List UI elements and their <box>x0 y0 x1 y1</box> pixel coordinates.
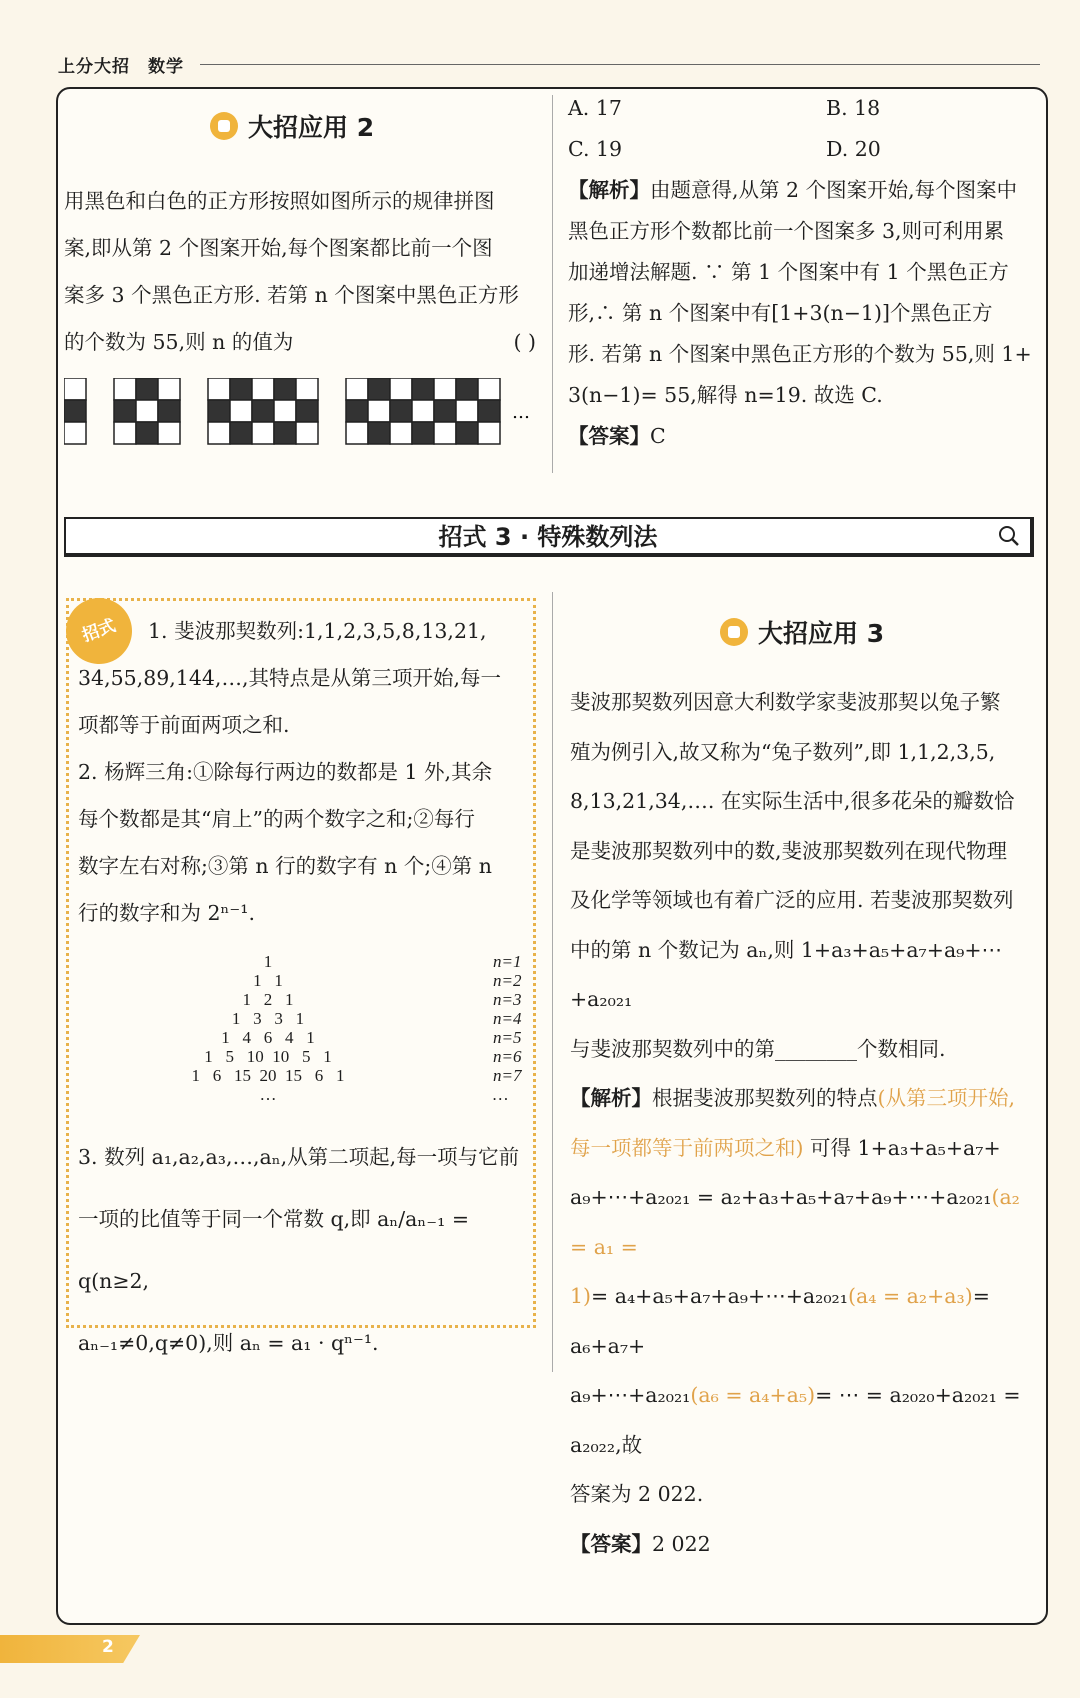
method-line: 行的数字和为 2ⁿ⁻¹. <box>78 901 255 925</box>
question-line: 8,13,21,34,…. 在实际生活中,很多花朵的瓣数恰 <box>570 789 1015 813</box>
running-header <box>58 52 202 77</box>
pattern-square <box>456 400 478 422</box>
method-line: 1. 斐波那契数列:1,1,2,3,5,8,13,21, <box>148 619 487 643</box>
option-c: C. 19 <box>568 137 623 161</box>
pattern-square <box>368 378 390 400</box>
triangle-row: 1 <box>263 952 273 971</box>
analysis-block <box>568 170 1038 457</box>
question-line: 斐波那契数列因意大利数学家斐波那契以兔子繁 <box>570 690 1001 714</box>
pattern-square <box>208 422 230 444</box>
pattern-square <box>136 400 158 422</box>
method-line: 2. 杨辉三角:①除每行两边的数都是 1 外,其余 <box>78 760 493 784</box>
pattern-square <box>456 422 478 444</box>
page-number: 2 <box>102 1637 114 1657</box>
question-line: 用黑色和白色的正方形按照如图所示的规律拼图 <box>64 189 495 213</box>
triangle-row-label: … <box>493 1085 509 1104</box>
app2-title <box>210 108 374 144</box>
analysis-text: = a₆+a₇+ <box>570 1284 990 1358</box>
pattern-square <box>230 422 252 444</box>
analysis-text: = ⋯ = a₂₀₂₀+a₂₀₂₁ = a₂₀₂₂,故 <box>570 1383 1021 1457</box>
answer-label: 【答案】 <box>568 424 650 448</box>
pattern-square <box>274 400 296 422</box>
triangle-row: 1 3 3 1 <box>231 1009 305 1028</box>
method-line: aₙ₋₁≠0,q≠0),则 aₙ = a₁ · qⁿ⁻¹. <box>78 1331 379 1355</box>
pattern-square <box>412 400 434 422</box>
triangle-row: 1 4 6 4 1 <box>221 1028 315 1047</box>
app2-options <box>568 88 1038 457</box>
pattern-square <box>158 378 180 400</box>
pattern-square <box>252 378 274 400</box>
question-line: 与斐波那契数列中的第________个数相同. <box>570 1036 946 1061</box>
pattern-square <box>274 378 296 400</box>
column-divider <box>552 95 553 473</box>
analysis-block <box>570 1074 1040 1569</box>
pattern-square <box>296 400 318 422</box>
triangle-row-label: n=3 <box>493 990 522 1009</box>
triangle-row: 1 6 15 20 15 6 1 <box>191 1066 345 1085</box>
method-badge: 招式 <box>57 589 142 674</box>
pattern-square <box>346 400 368 422</box>
app3-question <box>570 678 1040 1569</box>
pascal-triangle <box>88 952 538 1122</box>
app3-title <box>720 614 884 650</box>
pattern-square <box>274 422 296 444</box>
pattern-square <box>412 422 434 444</box>
analysis-text: 答案为 2 022. <box>570 1482 704 1506</box>
pattern-square <box>208 378 230 400</box>
pattern-square <box>434 400 456 422</box>
analysis-line: 黑色正方形个数都比前一个图案多 3,则可利用累 <box>568 219 1005 243</box>
subject-title: 数学 <box>148 57 184 77</box>
pattern-4 <box>346 378 500 444</box>
triangle-row-label: n=7 <box>493 1066 522 1085</box>
analysis-text: 可得 1+a₃+a₅+a₇+ <box>810 1135 1001 1160</box>
pattern-square <box>296 422 318 444</box>
triangle-row-label: n=4 <box>493 1009 522 1028</box>
option-b: B. 18 <box>826 96 881 120</box>
pattern-square <box>456 378 478 400</box>
pattern-square <box>346 378 368 400</box>
app2-title-text: 大招应用 2 <box>248 113 375 142</box>
pattern-2 <box>114 378 180 444</box>
banner-title: 招式 3 · 特殊数列法 <box>438 523 658 551</box>
question-line <box>64 319 544 366</box>
analysis-line: 形. 若第 n 个图案中黑色正方形的个数为 55,则 1+ <box>568 342 1032 366</box>
question-line-text: 的个数为 55,则 n 的值为 <box>64 330 294 354</box>
method-line: 每个数都是其“肩上”的两个数字之和;②每行 <box>78 807 475 831</box>
section-banner <box>64 517 1034 557</box>
option-d: D. 20 <box>826 137 881 161</box>
analysis-label: 【解析】 <box>568 178 650 202</box>
triangle-row: 1 2 1 <box>242 990 294 1009</box>
method-line: 一项的比值等于同一个常数 q,即 aₙ/aₙ₋₁ = q(n≥2, <box>78 1207 469 1293</box>
analysis-text: a₉+⋯+a₂₀₂₁ = a₂+a₃+a₅+a₇+a₉+⋯+a₂₀₂₁ <box>570 1185 992 1209</box>
triangle-row: … <box>259 1085 277 1104</box>
pattern-square <box>230 400 252 422</box>
header-rule <box>200 64 1040 65</box>
pattern-square <box>252 400 274 422</box>
pattern-square <box>478 400 500 422</box>
triangle-row-label: n=6 <box>493 1047 522 1066</box>
analysis-hint: (a₆ = a₄+a₅) <box>690 1383 816 1407</box>
answer-value: C <box>650 424 666 448</box>
analysis-hint: (a₄ = a₂+a₃) <box>847 1284 973 1308</box>
method-item3 <box>78 1126 528 1374</box>
page-tab <box>0 1635 140 1663</box>
option-a: A. 17 <box>568 96 622 120</box>
pattern-ellipsis: … <box>512 402 530 423</box>
analysis-hint: 1) <box>570 1284 592 1308</box>
pattern-square <box>136 422 158 444</box>
analysis-hint: (从第三项开始, <box>877 1086 1016 1110</box>
app2-question <box>64 178 544 366</box>
pattern-square <box>114 422 136 444</box>
pattern-square <box>158 422 180 444</box>
pattern-3 <box>208 378 318 444</box>
pattern-square <box>136 378 158 400</box>
pattern-square <box>390 400 412 422</box>
pattern-square <box>296 378 318 400</box>
pattern-square <box>252 422 274 444</box>
pattern-square <box>346 422 368 444</box>
analysis-text: = a₄+a₅+a₇+a₉+⋯+a₂₀₂₁ <box>591 1284 848 1308</box>
badge-icon <box>720 618 748 646</box>
pattern-square <box>478 378 500 400</box>
analysis-line: 3(n−1)= 55,解得 n=19. 故选 C. <box>568 383 883 407</box>
pattern-square <box>390 422 412 444</box>
method-line: 34,55,89,144,…,其特点是从第三项开始,每一 <box>78 666 501 690</box>
triangle-row: 1 1 <box>253 971 283 990</box>
pattern-square <box>114 400 136 422</box>
answer-blank: ( ) <box>513 330 536 354</box>
square-patterns <box>64 378 534 450</box>
triangle-row: 1 5 10 10 5 1 <box>204 1047 332 1066</box>
analysis-label: 【解析】 <box>570 1086 652 1110</box>
pattern-square <box>230 378 252 400</box>
pattern-square <box>368 400 390 422</box>
question-line: 及化学等领域也有着广泛的应用. 若斐波那契数列 <box>570 888 1014 912</box>
question-line: 是斐波那契数列中的数,斐波那契数列在现代物理 <box>570 838 1008 863</box>
pattern-square <box>434 378 456 400</box>
column-divider <box>552 592 553 1372</box>
answer-label: 【答案】 <box>570 1531 652 1556</box>
pattern-square <box>412 378 434 400</box>
pattern-square <box>478 422 500 444</box>
pattern-square <box>208 400 230 422</box>
question-line: 案,即从第 2 个图案开始,每个图案都比前一个图 <box>64 236 493 260</box>
analysis-text: 根据斐波那契数列的特点 <box>652 1086 878 1110</box>
pattern-square <box>368 422 390 444</box>
analysis-hint: 每一项都等于前两项之和) <box>570 1135 804 1160</box>
triangle-row-label: n=1 <box>493 952 522 971</box>
badge-icon <box>210 112 238 140</box>
pattern-square <box>158 400 180 422</box>
pattern-square <box>390 378 412 400</box>
analysis-hint: (a₂ = a₁ = <box>570 1185 1020 1259</box>
book-title: 上分大招 <box>58 57 130 77</box>
search-icon <box>998 525 1020 547</box>
triangle-row-label: n=2 <box>493 971 522 990</box>
method-line: 3. 数列 a₁,a₂,a₃,…,aₙ,从第二项起,每一项与它前 <box>78 1145 520 1169</box>
method-line: 数字左右对称;③第 n 行的数字有 n 个;④第 n <box>78 854 493 878</box>
pattern-square <box>114 378 136 400</box>
pattern-square <box>434 422 456 444</box>
method-line: 项都等于前面两项之和. <box>78 713 290 737</box>
answer-value: 2 022 <box>652 1531 711 1556</box>
pattern-1 <box>64 378 86 444</box>
analysis-line: 由题意得,从第 2 个图案开始,每个图案中 <box>650 178 1018 202</box>
question-line: 案多 3 个黑色正方形. 若第 n 个图案中黑色正方形 <box>64 283 519 307</box>
app3-title-text: 大招应用 3 <box>758 619 885 648</box>
method-text <box>78 608 528 937</box>
question-line: 中的第 n 个数记为 aₙ,则 1+a₃+a₅+a₇+a₉+⋯+a₂₀₂₁ <box>570 937 1003 1011</box>
analysis-text: a₉+⋯+a₂₀₂₁ <box>570 1383 691 1407</box>
question-line: 殖为例引入,故又称为“兔子数列”,即 1,1,2,3,5, <box>570 739 996 764</box>
analysis-line: 形,∴ 第 n 个图案中有[1+3(n−1)]个黑色正方 <box>568 301 993 325</box>
analysis-line: 加递增法解题. ∵ 第 1 个图案中有 1 个黑色正方 <box>568 260 1009 284</box>
triangle-row-label: n=5 <box>493 1028 522 1047</box>
